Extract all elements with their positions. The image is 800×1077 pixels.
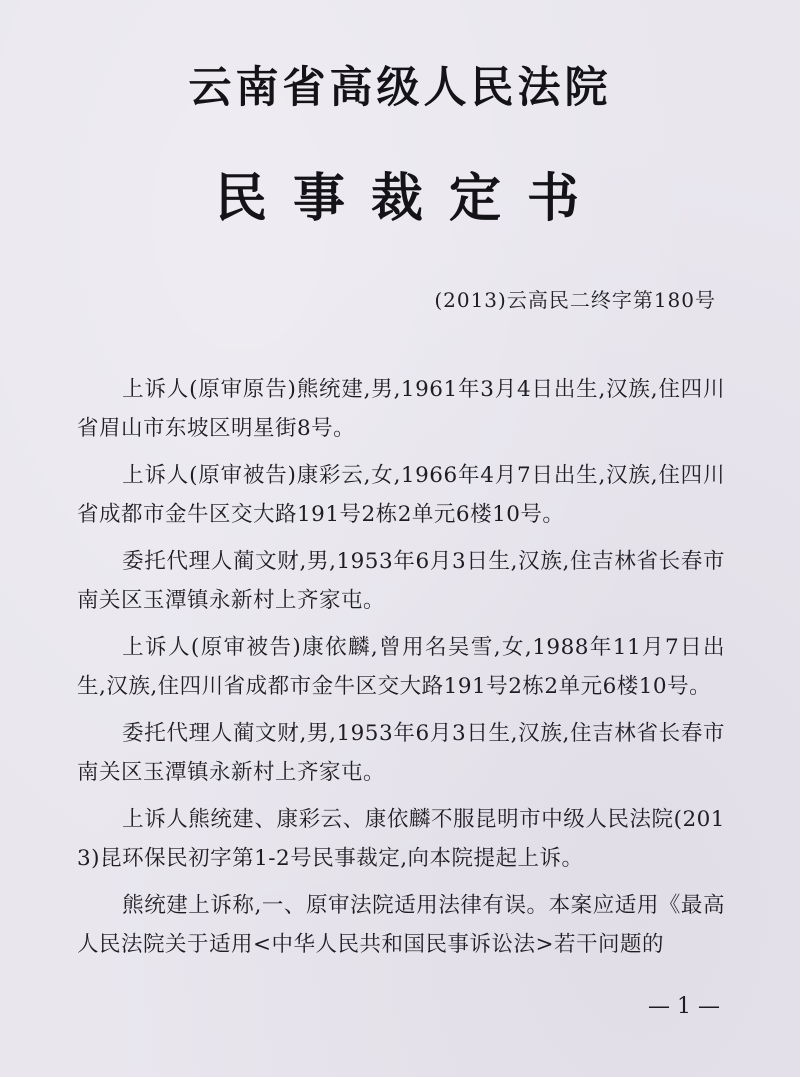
paragraph-agent-1: 委托代理人蔺文财,男,1953年6月3日生,汉族,住吉林省长春市南关区玉潭镇永新村上齐家屯。: [77, 549, 725, 613]
document-body: [77, 370, 725, 972]
paragraph-appellant-3: 上诉人(原审被告)康依麟,曾用名吴雪,女,1988年11月7日出生,汉族,住四川省成都市金牛区交大路191号2栋2单元6楼10号。: [77, 635, 725, 699]
paragraph-appeal-reasons: 熊统建上诉称,一、原审法院适用法律有误。本案应适用《最高人民法院关于适用<中华人民共和国民事诉讼法>若干问题的: [77, 893, 725, 957]
document-type-title: 民事裁定书: [214, 168, 605, 229]
case-number: (2013)云高民二终字第180号: [434, 288, 716, 312]
paragraph-agent-2: 委托代理人蔺文财,男,1953年6月3日生,汉族,住吉林省长春市南关区玉潭镇永新村上齐家屯。: [77, 721, 725, 785]
paragraph-appellant-1: 上诉人(原审原告)熊统建,男,1961年3月4日出生,汉族,住四川省眉山市东坡区明星街8号。: [77, 377, 725, 441]
paragraph-appellant-2: 上诉人(原审被告)康彩云,女,1966年4月7日出生,汉族,住四川省成都市金牛区交大路191号2栋2单元6楼10号。: [77, 463, 725, 527]
page-number: — 1 —: [648, 994, 720, 1019]
court-name: 云南省高级人民法院: [188, 63, 612, 113]
paragraph-appeal-statement: 上诉人熊统建、康彩云、康依麟不服昆明市中级人民法院(2013)昆环保民初字第1-2号民事裁定,向本院提起上诉。: [77, 807, 725, 871]
